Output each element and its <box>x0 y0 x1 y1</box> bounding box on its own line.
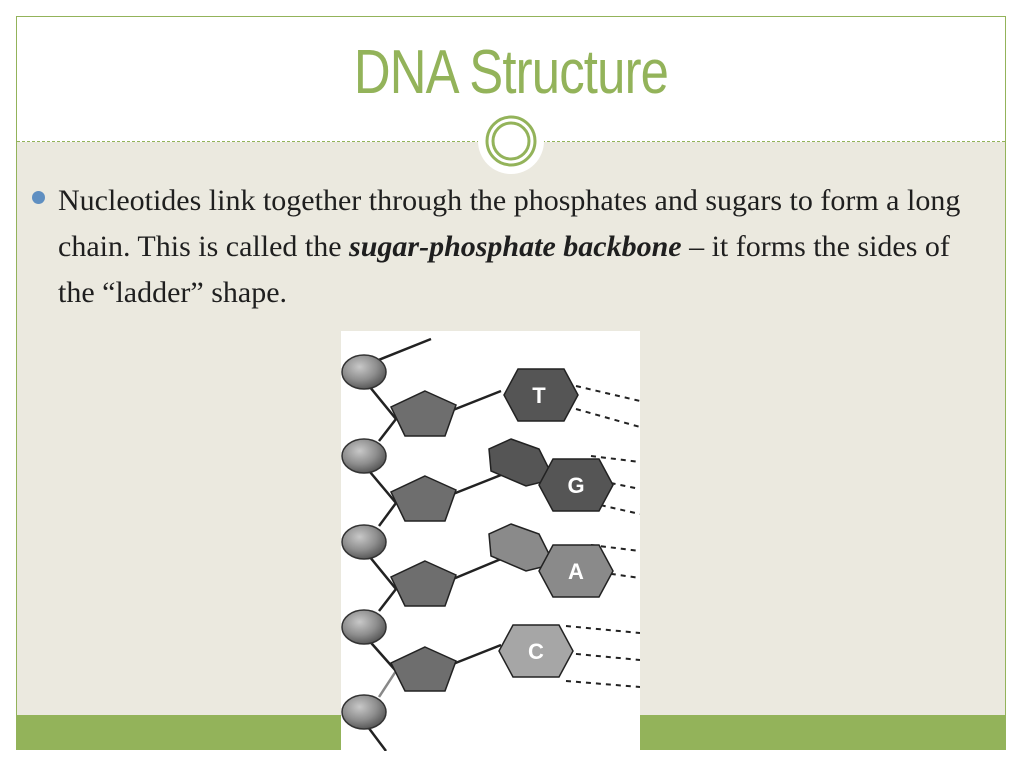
bullet-text-part-1: Nucleotides link together through the phosphates and sugars to form a long chain. This is called the <box>58 184 961 263</box>
bullet-dot <box>32 191 45 204</box>
hydrogen-bonds <box>566 386 640 687</box>
base-label-c: C <box>528 639 544 664</box>
slide-title: DNA Structure <box>353 38 669 107</box>
base-label-g: G <box>567 473 585 498</box>
bullet-text-part-2: – it forms the sides of the “ladder” shape. <box>58 230 950 309</box>
base-partner-shapes <box>489 439 554 571</box>
base-label-t: T <box>532 383 546 408</box>
bullet-emphasis: sugar-phosphate backbone <box>349 230 682 263</box>
bullet-paragraph <box>58 178 968 316</box>
phosphate-groups <box>342 355 386 729</box>
sugar-groups <box>391 391 456 691</box>
dna-diagram <box>341 331 640 751</box>
base-label-a: A <box>568 559 584 584</box>
circle-ornament-icon <box>478 114 544 174</box>
